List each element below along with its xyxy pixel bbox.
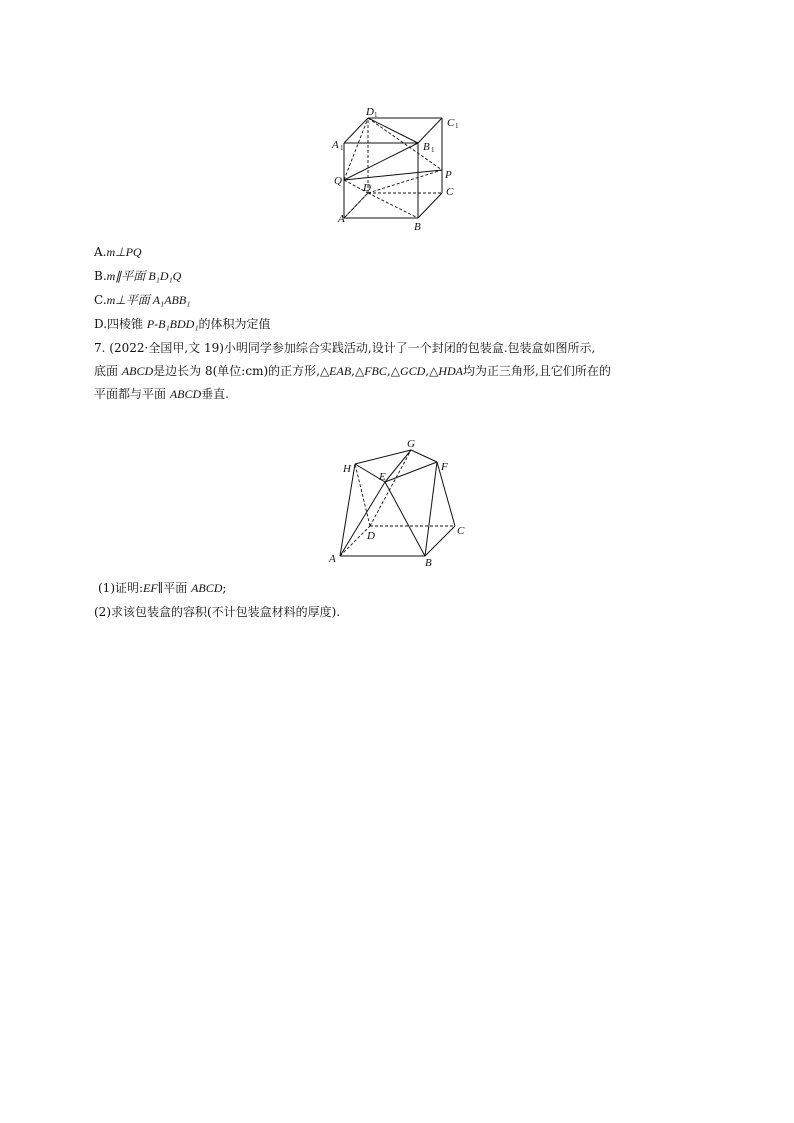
label-p: P	[445, 169, 452, 181]
option-b: B.m∥平面 B₁D₁Q	[94, 269, 182, 283]
label-d1: D	[366, 106, 374, 118]
option-a: A.m⊥PQ	[94, 245, 142, 259]
label-a: A	[338, 213, 345, 225]
question-7-line-2: 底面 ABCD是边长为 8(单位:cm)的正方形,△EAB,△FBC,△GCD,△HDA均为正三角形,且它们所在的	[94, 364, 611, 378]
label-b1: B	[423, 141, 430, 153]
label-c: C	[457, 525, 465, 537]
label-f: F	[441, 461, 448, 473]
label-a: A	[329, 553, 336, 565]
label-c: C	[446, 186, 454, 198]
box-diagram	[325, 436, 470, 571]
label-e: E	[379, 471, 386, 483]
label-q: Q	[334, 175, 342, 187]
option-d: D.四棱锥 P-B₁BDD₁的体积为定值	[94, 317, 271, 331]
label-a1-sub: 1	[340, 144, 344, 152]
label-b: B	[425, 557, 432, 569]
question-7-text	[94, 337, 704, 406]
label-g: G	[407, 438, 415, 450]
label-c1-sub: 1	[455, 122, 459, 130]
label-a1: A	[332, 139, 339, 151]
cube-diagram	[330, 100, 470, 235]
subquestion-2: (2)求该包装盒的容积(不计包装盒材料的厚度).	[94, 605, 341, 619]
question-7-line-3: 平面都与平面 ABCD垂直.	[94, 387, 229, 401]
label-d1-sub: 1	[374, 111, 378, 119]
box-figure	[325, 436, 470, 571]
question-7-line-1: 7. (2022·全国甲,文 19)小明同学参加综合实践活动,设计了一个封闭的包装盒.包装盒如图所示,	[94, 341, 596, 355]
option-c: C.m⊥平面 A₁ABB₁	[94, 293, 191, 307]
cube-figure	[330, 100, 470, 235]
label-h: H	[343, 463, 351, 475]
subquestion-1: (1)证明:EF∥平面 ABCD;	[98, 581, 227, 595]
label-b1-sub: 1	[431, 146, 435, 154]
label-b: B	[414, 221, 421, 233]
label-c1: C	[447, 117, 455, 129]
label-d: D	[363, 182, 371, 194]
label-d: D	[367, 530, 375, 542]
